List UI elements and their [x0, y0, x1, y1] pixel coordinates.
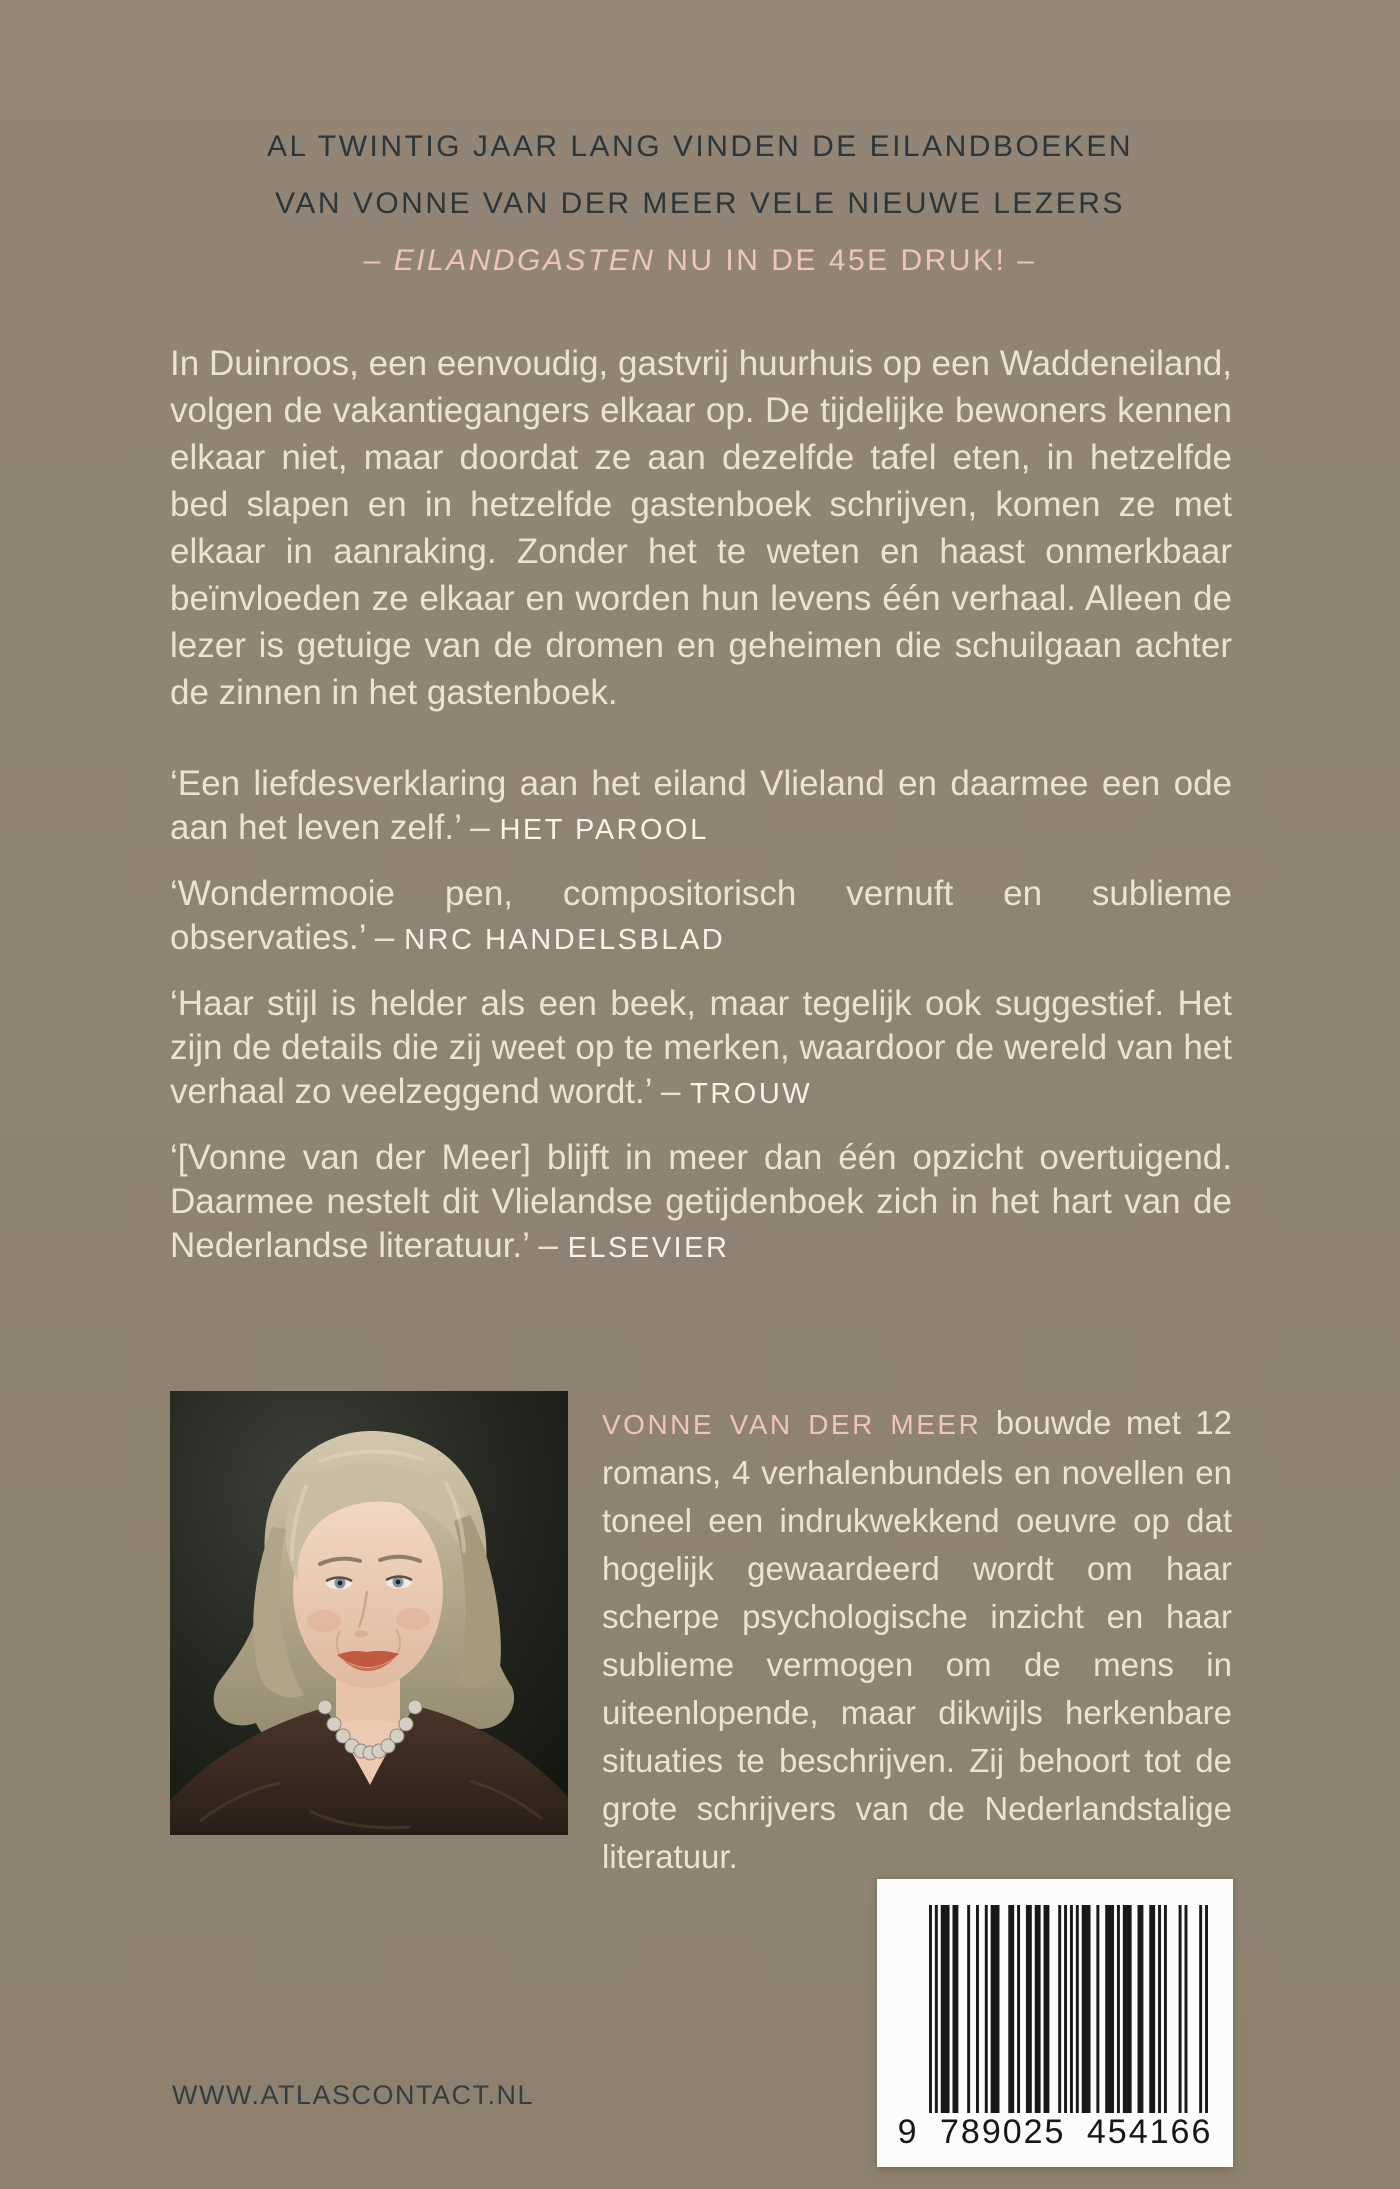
quote-separator: –: [365, 918, 405, 957]
quote-text: ‘Wondermooie pen, compositorisch vernuft en sublieme observaties.’: [170, 874, 1232, 957]
press-quote: [170, 872, 1232, 962]
barcode-bars: [929, 1905, 1208, 2133]
header-blurb: [0, 118, 1400, 289]
quote-text: ‘Een liefdesverklaring aan het eiland Vlieland en daarmee een ode aan het leven zelf.’: [170, 764, 1232, 847]
quote-source: TROUW: [690, 1078, 813, 1110]
barcode: [877, 1879, 1233, 2167]
author-portrait-illustration: [170, 1391, 568, 1835]
press-quotes: [170, 762, 1232, 1290]
right-cheek: [396, 1608, 430, 1630]
quote-source: ELSEVIER: [567, 1232, 730, 1264]
publisher-website: WWW.ATLASCONTACT.NL: [172, 2080, 535, 2110]
nose-shadow: [354, 1631, 368, 1638]
quote-source: NRC HANDELSBLAD: [404, 924, 726, 956]
right-pupil: [396, 1580, 401, 1585]
left-cheek: [307, 1610, 341, 1632]
author-photo: [170, 1391, 568, 1835]
press-quote: [170, 982, 1232, 1116]
quote-source: HET PAROOL: [499, 814, 709, 846]
header-line-1: AL TWINTIG JAAR LANG VINDEN DE EILANDBOEKEN: [267, 130, 1133, 163]
author-bio-text: bouwde met 12 romans, 4 verhalenbundels en novellen en toneel een indrukwekkend oeuvre op dat hogelijk gewaardeerd wordt om haar scherpe psychologische inzicht en haar sublieme vermogen om de mens in uiteenlopende, maar dikwijls herkenbare situaties te beschrijven. Zij behoort tot de grote schrijvers van de Nederlandstalige literatuur.: [602, 1404, 1232, 1875]
press-quote: [170, 1136, 1232, 1270]
quote-separator: –: [651, 1072, 691, 1111]
isbn-number: 9 789025 454166: [877, 2113, 1233, 2152]
press-quote: [170, 762, 1232, 852]
left-pupil: [338, 1581, 343, 1586]
author-bio: [602, 1399, 1232, 1881]
quote-text: ‘Haar stijl is helder als een beek, maar tegelijk ook suggestief. Het zijn de details die zij weet op te merken, waardoor de wereld van het verhaal zo veelzeggend wordt.’: [170, 984, 1232, 1111]
quote-text: ‘[Vonne van der Meer] blijft in meer dan één opzicht overtuigend. Daarmee nestelt dit Vlielandse getijdenboek zich in het hart van de Nederlandse literatuur.’: [170, 1138, 1232, 1265]
quote-separator: –: [460, 808, 500, 847]
druk-suffix: NU IN DE 45E DRUK! –: [655, 244, 1037, 277]
header-druk-line: [0, 232, 1400, 289]
druk-prefix: –: [363, 244, 394, 277]
header-line-2: VAN VONNE VAN DER MEER VELE NIEUWE LEZERS: [275, 187, 1125, 220]
quote-separator: –: [528, 1226, 568, 1265]
author-name: VONNE VAN DER MEER: [602, 1409, 982, 1440]
book-title-italic: EILANDGASTEN: [393, 244, 656, 277]
synopsis-text: In Duinroos, een eenvoudig, gastvrij huurhuis op een Waddeneiland, volgen de vakantiegangers elkaar op. De tijdelijke bewoners kennen elkaar niet, maar doordat ze aan dezelfde tafel eten, in hetzelfde bed slapen en in hetzelfde gastenboek schrijven, komen ze met elkaar in aanraking. Zonder het te weten en haast onmerkbaar beïnvloeden ze elkaar en worden hun levens één verhaal. Alleen de lezer is getuige van de dromen en geheimen die schuilgaan achter de zinnen in het gastenboek.: [170, 344, 1232, 712]
